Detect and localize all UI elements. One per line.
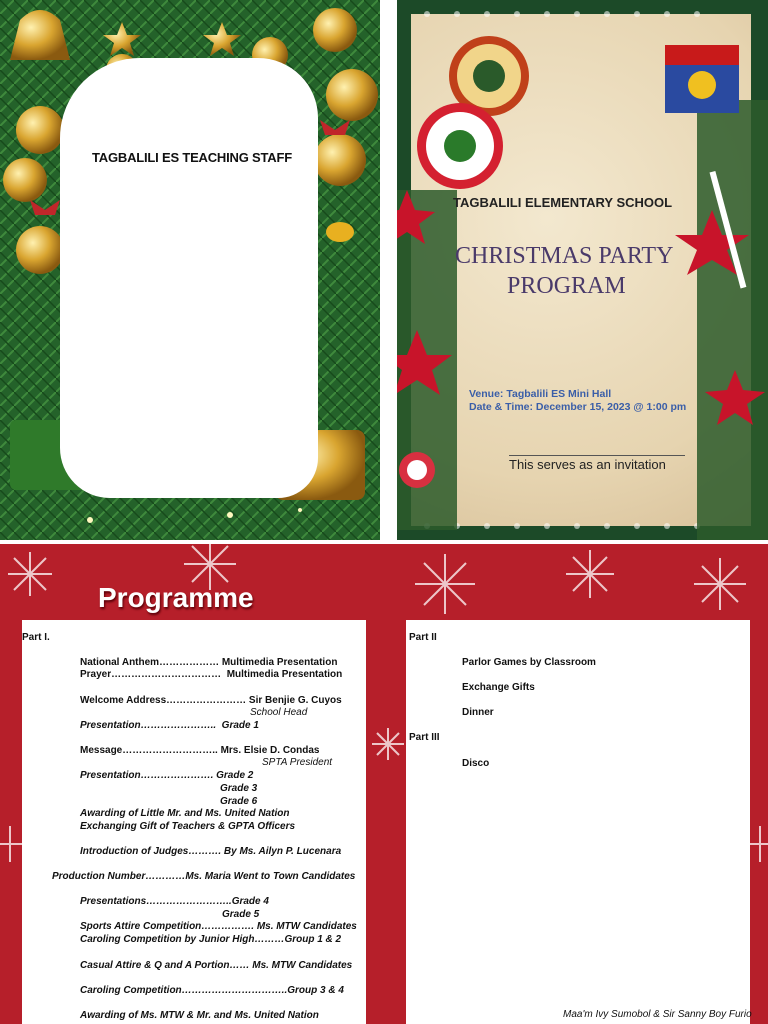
list-item: Introduction of Judges………. By Ms. Ailyn P. Lucenara xyxy=(80,846,342,857)
list-item: Grade 3 xyxy=(220,783,258,794)
list-item: Disco xyxy=(462,758,490,769)
school-name: TAGBALILI ELEMENTARY SCHOOL xyxy=(453,195,673,210)
footer-credit: Maa'm Ivy Sumobol & Sir Sanny Boy Furio xyxy=(563,1009,752,1020)
cover-white-area xyxy=(60,58,318,498)
list-item: Exchange Gifts xyxy=(462,682,535,693)
cover-panel xyxy=(0,0,380,540)
invitation-note: This serves as an invitation xyxy=(509,457,666,472)
staff-title: TAGBALILI ES TEACHING STAFF xyxy=(92,150,292,165)
venue-text: Venue: Tagbalili ES Mini Hall xyxy=(469,388,612,400)
part3-label: Part III xyxy=(409,732,440,743)
part2-label: Part II xyxy=(409,632,437,643)
part1-label: Part I. xyxy=(22,632,50,643)
list-item: Sports Attire Competition……………. Ms. MTW Candidates xyxy=(80,921,357,932)
list-item: Presentation………………….. Grade 1 xyxy=(80,720,259,731)
list-item-note: SPTA President xyxy=(262,757,333,768)
list-item: Caroling Competition…………………………..Group 3 & 4 xyxy=(80,985,344,996)
venue-block xyxy=(469,388,686,414)
list-item: Production Number…………Ms. Maria Went to Town Candidates xyxy=(52,871,356,882)
list-item: Parlor Games by Classroom xyxy=(462,657,596,668)
list-item: Awarding of Little Mr. and Ms. United Nation xyxy=(80,808,290,819)
list-item: Exchanging Gift of Teachers & GPTA Officers xyxy=(80,821,296,832)
list-item: Casual Attire & Q and A Portion…… Ms. MTW Candidates xyxy=(80,960,353,971)
programme-panel xyxy=(0,544,768,1024)
programme-heading: Programme xyxy=(98,582,254,613)
list-item: Presentations……………………..Grade 4 xyxy=(80,896,269,907)
invitation-panel xyxy=(397,0,768,540)
party-title-line1: CHRISTMAS PARTY xyxy=(455,243,674,269)
list-item: Prayer…………………………… Multimedia Presentation xyxy=(80,669,343,680)
programme-sheet-right xyxy=(406,620,750,1024)
signature-line xyxy=(509,455,685,456)
list-item: Welcome Address…………………… Sir Benjie G. Cuyos xyxy=(80,695,342,706)
datetime-text: Date & Time: December 15, 2023 @ 1:00 pm xyxy=(469,401,687,413)
list-item: Grade 5 xyxy=(222,909,260,920)
list-item-note: School Head xyxy=(250,707,308,718)
list-item: Awarding of Ms. MTW & Mr. and Ms. United Nation xyxy=(80,1010,319,1021)
list-item: Grade 6 xyxy=(220,796,258,807)
list-item: National Anthem……………… Multimedia Presentation xyxy=(80,657,338,668)
list-item: Caroling Competition by Junior High………Group 1 & 2 xyxy=(80,934,342,945)
list-item: Presentation…………………. Grade 2 xyxy=(80,770,254,781)
list-item: Message……………………….. Mrs. Elsie D. Condas xyxy=(80,745,320,756)
list-item: Dinner xyxy=(462,707,494,718)
party-title-line2: PROGRAM xyxy=(507,273,626,299)
